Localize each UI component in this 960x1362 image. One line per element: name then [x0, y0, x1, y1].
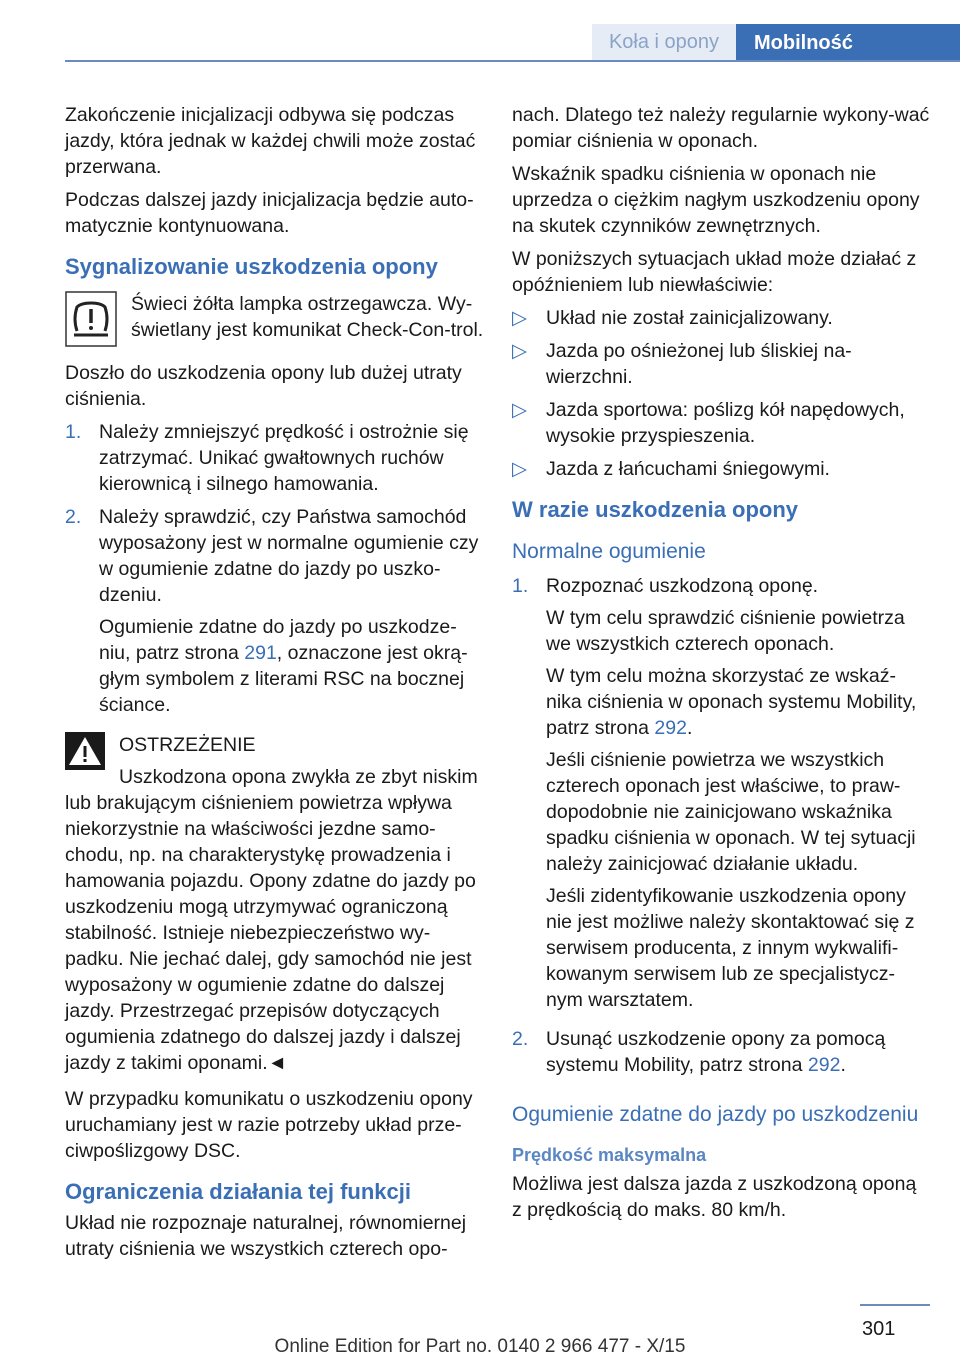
heading-tire-damage-signal: Sygnalizowanie uszkodzenia opony [65, 254, 438, 279]
paragraph: W przypadku komunikatu o uszkodzeniu opony uruchamiany jest w razie potrzeby układ prze-ciwpoślizgowy DSC. [65, 1088, 473, 1162]
page-header [0, 24, 960, 62]
bullet-icon: ▷ [512, 307, 527, 329]
paragraph: Możliwa jest dalsza jazda z uszkodzoną oponą z prędkością do maks. 80 km/h. [512, 1173, 917, 1221]
edition-line: Online Edition for Part no. 0140 2 966 477 - X/15 [274, 1336, 686, 1357]
section-tab[interactable]: Koła i opony [592, 24, 736, 60]
step-note: Jeśli ciśnienie powietrza we wszystkich czterech oponach jest właściwe, to praw-dopodobnie nie zainicjowano wskaźnika spadku ciśnienia w oponach. W tej sytuacji należy zainicjować działanie układu. [546, 749, 916, 875]
warning-lamp-block [65, 291, 485, 354]
list-item [512, 305, 930, 331]
step-text: Należy zmniejszyć prędkość i ostrożnie się zatrzymać. Unikać gwałtownych ruchów kierownicą i silnego hamowania. [99, 421, 469, 495]
step-number: 1. [65, 421, 82, 443]
step-note: W tym celu sprawdzić ciśnienie powietrza we wszystkich czterech oponach. [546, 607, 905, 655]
heading-run-flat-tires: Ogumienie zdatne do jazdy po uszkodzeniu [512, 1103, 919, 1126]
chapter-tab[interactable]: Mobilność [736, 24, 960, 62]
step-number: 2. [512, 1028, 529, 1050]
damage-steps-list [512, 573, 930, 1084]
paragraph: nach. Dlatego też należy regularnie wykony-wać pomiar ciśnienia w oponach. [512, 104, 930, 152]
list-item [512, 338, 930, 390]
bullet-text: Jazda z łańcuchami śniegowymi. [546, 458, 830, 480]
page-number: 301 [862, 1318, 896, 1340]
header-rule [65, 60, 960, 62]
heading-normal-tires: Normalne ogumienie [512, 540, 706, 563]
paragraph: Podczas dalszej jazdy inicjalizacja będzie auto-matycznie kontynuowana. [65, 189, 474, 237]
paragraph: Wskaźnik spadku ciśnienia w oponach nie uprzedza o ciężkim nagłym uszkodzeniu opony na skutek czynników zewnętrznych. [512, 163, 920, 237]
bullet-icon: ▷ [512, 458, 527, 480]
step-number: 1. [512, 575, 529, 597]
conditions-list [512, 305, 930, 482]
warning-title: OSTRZEŻENIE [119, 734, 256, 756]
list-item [65, 419, 485, 497]
paragraph: Zakończenie inicjalizacji odbywa się podczas jazdy, która jednak w każdej chwili może zostać przerwana. [65, 104, 476, 178]
left-column [65, 102, 485, 1269]
steps-list [65, 419, 485, 724]
paragraph: Układ nie rozpoznaje naturalnej, równomiernej utraty ciśnienia we wszystkich czterech opo- [65, 1212, 467, 1260]
paragraph: Doszło do uszkodzenia opony lub dużej utraty ciśnienia. [65, 362, 462, 410]
bullet-text: Jazda sportowa: poślizg kół napędowych, wysokie przyspieszenia. [546, 399, 905, 447]
warning-box [65, 732, 485, 1076]
page-link[interactable]: 292 [807, 1054, 841, 1076]
heading-function-limits: Ograniczenia działania tej funkcji [65, 1179, 411, 1204]
bullet-icon: ▷ [512, 399, 527, 421]
right-column [512, 102, 930, 1230]
warning-text: Uszkodzona opona zwykła ze zbyt niskim lub brakującym ciśnieniem powietrza wpływa niekorzystnie na właściwości jezdne samo-chodu, np. na charakterystykę prowadzenia i hamowania pojazdu. Opony zdatne do jazdy po uszkodzeniu mogą utrzymywać ograniczoną stabilność. Istnieje niebezpieczeństwo wy-padku. Nie jechać dalej, gdy samochód nie jest wyposażony w ogumienie zdatne do dalszej jazdy. Przestrzegać przepisów dotyczących ogumienia zdatnego do dalszej jazdy i dalszej jazdy z takimi oponami.◄ [65, 766, 478, 1074]
paragraph: W poniższych sytuacjach układ może działać z opóźnieniem lub niewłaściwie: [512, 248, 917, 296]
heading-tire-damage: W razie uszkodzenia opony [512, 497, 799, 522]
list-item [512, 573, 930, 1019]
step-note: Jeśli zidentyfikowanie uszkodzenia opony nie jest możliwe należy skontaktować się z serwisem producenta, z innym wykwalifi-kowanym serwisem lub ze specjalistycz-nym warsztatem. [546, 885, 915, 1011]
step-note: Ogumienie zdatne do jazdy po uszkodze-niu, patrz strona 291, oznaczone jest okrą-głym symbolem z literami RSC na bocznej ściance. [99, 616, 468, 716]
page-link[interactable]: 292 [654, 717, 687, 739]
list-item [512, 456, 930, 482]
list-item [512, 1026, 930, 1084]
bullet-icon: ▷ [512, 340, 527, 362]
list-item [512, 397, 930, 449]
heading-max-speed: Prędkość maksymalna [512, 1145, 707, 1165]
step-text: Rozpoznać uszkodzoną oponę. [546, 575, 819, 597]
footer-rule [860, 1304, 930, 1306]
warning-lamp-text: Świeci żółta lampka ostrzegawcza. Wy-świetlany jest komunikat Check-Con-trol. [131, 293, 484, 341]
step-number: 2. [65, 506, 82, 528]
step-text: Należy sprawdzić, czy Państwa samochód wyposażony jest w normalne ogumienie czy w ogumienie zdatne do jazdy po uszko-dzeniu. [99, 506, 479, 606]
step-note: W tym celu można skorzystać ze wskaź-nika ciśnienia w oponach systemu Mobility, patrz strona 292. [546, 665, 917, 739]
step-text: Usunąć uszkodzenie opony za pomocą systemu Mobility, patrz strona 292. [546, 1028, 886, 1076]
list-item [65, 504, 485, 724]
page-link[interactable]: 291 [244, 642, 277, 664]
bullet-text: Układ nie został zainicjalizowany. [546, 307, 833, 329]
tire-pressure-warning-icon [65, 291, 117, 354]
bullet-text: Jazda po ośnieżonej lub śliskiej na-wierzchni. [546, 340, 852, 388]
warning-triangle-icon [65, 732, 105, 770]
